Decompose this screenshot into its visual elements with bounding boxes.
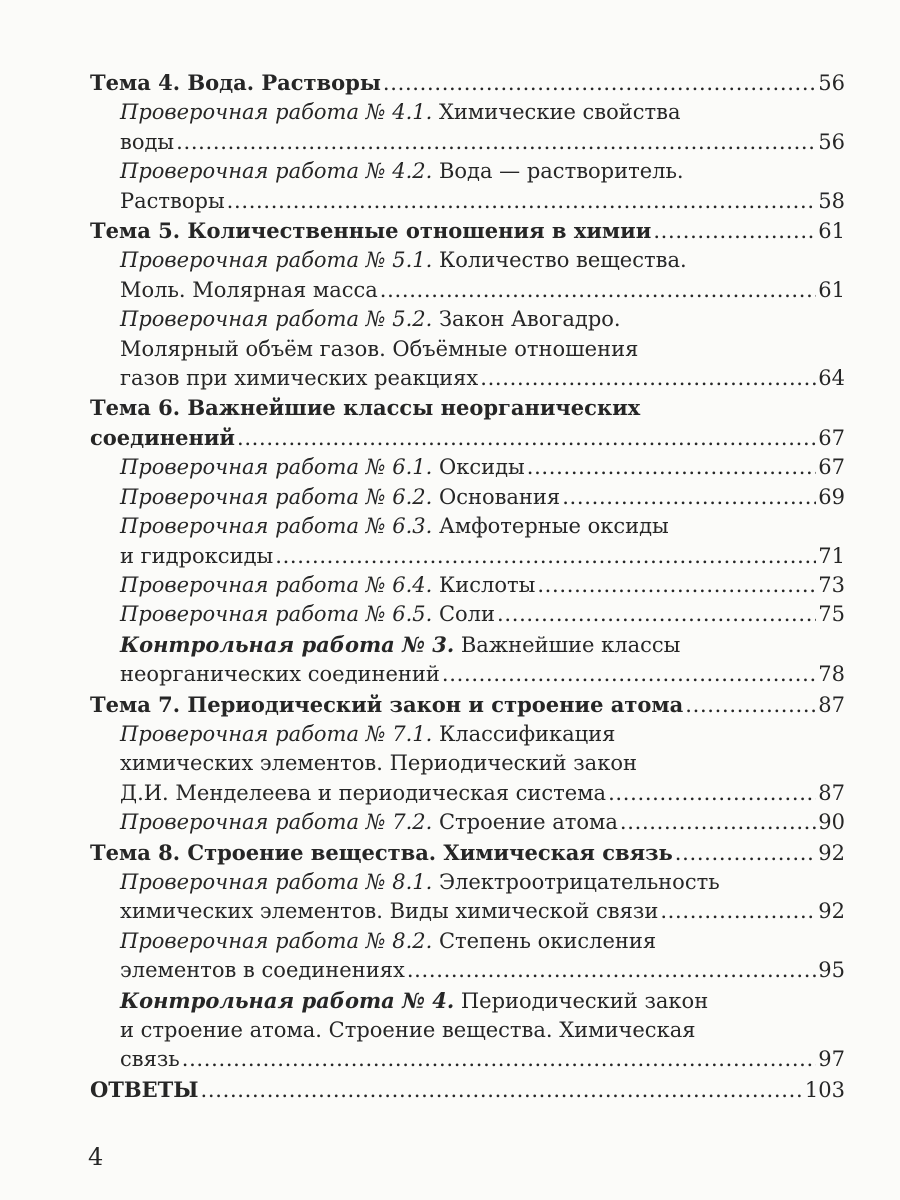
toc-sub-entry <box>90 246 845 305</box>
toc-line <box>120 927 845 956</box>
toc-line <box>120 98 845 127</box>
toc-line-text <box>120 542 273 571</box>
dot-leader <box>608 779 816 808</box>
toc-title-text: Важнейшие классы <box>454 632 681 657</box>
toc-page-number: 87 <box>818 780 845 805</box>
toc-sub-entry <box>90 868 845 927</box>
toc-page-number: 97 <box>818 1047 845 1072</box>
table-of-contents <box>90 68 845 1105</box>
toc-title-text: Закон Авогадро. <box>432 307 621 332</box>
dot-leader <box>275 542 816 571</box>
toc-line-text <box>120 276 378 305</box>
toc-line-text <box>90 838 673 867</box>
toc-line-text <box>90 395 640 420</box>
toc-line <box>90 216 845 246</box>
toc-topic-entry <box>90 68 845 98</box>
toc-line <box>120 305 845 334</box>
test-work-label: Проверочная работа № 6.2. <box>120 484 433 509</box>
toc-title-text: Соли <box>432 602 496 627</box>
toc-page-number: 61 <box>818 219 845 244</box>
test-work-label: Проверочная работа № 5.1. <box>120 248 433 273</box>
toc-title-text: Тема 4. Вода. Растворы <box>90 70 381 95</box>
toc-title-text: Вода — растворитель. <box>432 159 684 184</box>
toc-line <box>120 246 845 275</box>
toc-page-number: 92 <box>818 840 845 865</box>
toc-line-text <box>120 956 405 985</box>
toc-line-text <box>120 751 637 775</box>
toc-sub-entry <box>90 98 845 157</box>
toc-line-text <box>120 483 560 512</box>
test-work-label: Проверочная работа № 4.2. <box>120 159 433 184</box>
toc-page-number: 78 <box>818 662 845 687</box>
toc-line <box>120 364 845 393</box>
toc-line-text <box>120 1018 695 1042</box>
toc-line <box>120 720 845 749</box>
toc-title-text: соединений <box>90 424 235 450</box>
toc-line <box>120 956 845 985</box>
toc-page-number: 95 <box>818 958 845 983</box>
toc-page-number: 67 <box>818 425 845 450</box>
toc-title-text: Основания <box>432 484 561 509</box>
toc-line <box>120 571 845 600</box>
toc-title-text: Молярный объём газов. Объёмные отношения <box>120 336 639 361</box>
toc-topic-entry <box>90 838 845 868</box>
toc-page-number: 61 <box>818 277 845 302</box>
toc-title-text: Оксиды <box>432 455 525 480</box>
toc-title-text: Химические свойства <box>432 100 681 125</box>
toc-sub-entry <box>90 512 845 571</box>
toc-title-text: газов при химических реакциях <box>120 366 479 391</box>
toc-line-text <box>90 1075 199 1104</box>
toc-line <box>120 1045 845 1074</box>
toc-title-text: и гидроксиды <box>120 543 274 568</box>
toc-page-number: 71 <box>818 543 845 568</box>
dot-leader <box>527 453 817 482</box>
toc-title-text: химических элементов. Периодический закон <box>120 751 637 776</box>
toc-line <box>120 779 845 808</box>
toc-topic-entry <box>90 1075 845 1105</box>
toc-line <box>120 483 845 512</box>
toc-title-text: воды <box>120 129 175 154</box>
dot-leader <box>176 128 816 157</box>
toc-sub-entry <box>90 600 845 629</box>
dot-leader <box>497 600 816 629</box>
toc-page-number: 90 <box>818 810 845 835</box>
toc-line <box>90 68 845 98</box>
toc-line-text <box>120 633 680 657</box>
toc-line-text <box>120 514 669 538</box>
toc-line-text <box>120 600 495 629</box>
toc-title-text: Тема 6. Важнейшие классы неорганических <box>90 395 641 421</box>
dot-leader <box>562 483 816 512</box>
toc-title-text: Степень окисления <box>432 928 657 953</box>
toc-page-number: 69 <box>818 484 845 509</box>
toc-line-text <box>120 364 478 393</box>
toc-line-text <box>120 571 535 600</box>
toc-line <box>120 128 845 157</box>
dot-leader <box>237 424 816 453</box>
dot-leader <box>380 276 816 305</box>
toc-page-number: 73 <box>818 572 845 597</box>
toc-line-text <box>120 808 618 837</box>
toc-line-text <box>120 660 440 689</box>
toc-title-text: Растворы <box>120 188 225 213</box>
toc-title-text: Моль. Молярная масса <box>120 277 378 302</box>
toc-sub-entry <box>90 927 845 986</box>
toc-title-text: ОТВЕТЫ <box>90 1076 199 1102</box>
toc-line <box>120 1016 845 1045</box>
dot-leader <box>182 1045 817 1074</box>
toc-line-text <box>90 216 651 245</box>
toc-title-text: элементов в соединениях <box>120 958 405 983</box>
toc-line-text <box>120 100 681 124</box>
toc-page-number: 75 <box>818 602 845 627</box>
toc-sub-entry <box>90 157 845 216</box>
toc-line <box>120 660 845 689</box>
dot-leader <box>653 217 816 246</box>
toc-line-text <box>120 870 720 894</box>
dot-leader <box>407 956 816 985</box>
toc-title-text: Кислоты <box>432 572 536 597</box>
toc-line <box>90 423 845 453</box>
toc-title-text: химических элементов. Виды химической связи <box>120 899 659 924</box>
dot-leader <box>675 839 816 868</box>
toc-line <box>120 600 845 629</box>
toc-line <box>120 868 845 897</box>
control-work-label: Контрольная работа № 3. <box>120 631 455 657</box>
dot-leader <box>383 69 816 98</box>
toc-line <box>120 897 845 926</box>
toc-line-text <box>120 128 174 157</box>
toc-title-text: Количество вещества. <box>432 248 687 273</box>
toc-title-text: Тема 7. Периодический закон и строение атома <box>90 691 684 717</box>
toc-sub-entry <box>90 305 845 393</box>
toc-title-text: Тема 8. Строение вещества. Химическая связь <box>90 839 673 865</box>
toc-line <box>120 630 845 660</box>
dot-leader <box>685 691 816 720</box>
toc-line-text <box>120 187 225 216</box>
toc-line-text <box>120 989 708 1013</box>
dot-leader <box>227 187 817 216</box>
dot-leader <box>660 897 816 926</box>
toc-page-number: 103 <box>804 1077 845 1102</box>
toc-title-text: Амфотерные оксиды <box>432 514 669 539</box>
dot-leader <box>201 1076 803 1105</box>
toc-sub-entry <box>90 630 845 690</box>
toc-line-text <box>120 897 658 926</box>
toc-page-number: 56 <box>818 129 845 154</box>
toc-topic-entry <box>90 690 845 720</box>
toc-title-text: Электроотрицательность <box>432 869 720 894</box>
toc-line-text <box>90 68 381 97</box>
toc-line <box>120 749 845 778</box>
toc-line-text <box>120 1045 180 1074</box>
toc-title-text: Д.И. Менделеева и периодическая система <box>120 780 607 805</box>
toc-line-text <box>120 337 638 361</box>
test-work-label: Проверочная работа № 8.2. <box>120 928 433 953</box>
toc-page-number: 92 <box>818 899 845 924</box>
toc-line <box>120 187 845 216</box>
toc-line <box>120 542 845 571</box>
toc-line <box>120 512 845 541</box>
toc-topic-entry <box>90 216 845 246</box>
toc-line-text <box>90 423 235 452</box>
toc-title-text: Периодический закон <box>454 988 709 1013</box>
toc-sub-entry <box>90 720 845 808</box>
toc-line-text <box>120 722 615 746</box>
control-work-label: Контрольная работа № 4. <box>120 987 455 1013</box>
toc-line <box>120 453 845 482</box>
toc-topic-entry <box>90 393 845 453</box>
toc-title-text: и строение атома. Строение вещества. Химическая <box>120 1018 696 1042</box>
test-work-label: Проверочная работа № 7.1. <box>120 721 433 746</box>
toc-title-text: Тема 5. Количественные отношения в химии <box>90 218 652 244</box>
test-work-label: Проверочная работа № 6.3. <box>120 514 433 539</box>
toc-line-text <box>120 307 621 331</box>
toc-line-text <box>120 929 656 953</box>
toc-sub-entry <box>90 808 845 837</box>
dot-leader <box>620 808 816 837</box>
toc-sub-entry <box>90 453 845 482</box>
toc-line <box>120 335 845 364</box>
toc-line-text <box>120 248 687 272</box>
toc-page-number: 58 <box>818 188 845 213</box>
toc-line-text <box>120 159 684 183</box>
test-work-label: Проверочная работа № 8.1. <box>120 869 433 894</box>
toc-sub-entry <box>90 571 845 600</box>
toc-page-number: 56 <box>818 71 845 95</box>
page-number: 4 <box>88 1143 104 1171</box>
toc-line <box>120 986 845 1016</box>
toc-line-text <box>120 453 525 482</box>
toc-title-text: Строение атома <box>432 810 618 835</box>
toc-title-text: неорганических соединений <box>120 662 440 687</box>
toc-page-number: 87 <box>818 692 845 717</box>
dot-leader <box>480 364 816 393</box>
toc-sub-entry <box>90 483 845 512</box>
test-work-label: Проверочная работа № 4.1. <box>120 100 433 125</box>
test-work-label: Проверочная работа № 6.4. <box>120 572 433 597</box>
toc-line <box>90 1075 845 1105</box>
test-work-label: Проверочная работа № 6.5. <box>120 602 433 627</box>
toc-line <box>120 276 845 305</box>
toc-line <box>90 393 845 422</box>
dot-leader <box>537 571 816 600</box>
toc-page-number: 64 <box>818 366 845 391</box>
test-work-label: Проверочная работа № 6.1. <box>120 455 433 480</box>
toc-line <box>90 690 845 720</box>
toc-page-number: 67 <box>818 455 845 480</box>
dot-leader <box>442 660 816 689</box>
toc-line-text <box>120 779 606 808</box>
toc-line <box>120 157 845 186</box>
toc-title-text: Классификация <box>432 721 616 746</box>
toc-line <box>90 838 845 868</box>
test-work-label: Проверочная работа № 7.2. <box>120 810 433 835</box>
toc-sub-entry <box>90 986 845 1075</box>
toc-line <box>120 808 845 837</box>
test-work-label: Проверочная работа № 5.2. <box>120 307 433 332</box>
toc-title-text: связь <box>120 1047 180 1072</box>
toc-line-text <box>90 690 683 719</box>
